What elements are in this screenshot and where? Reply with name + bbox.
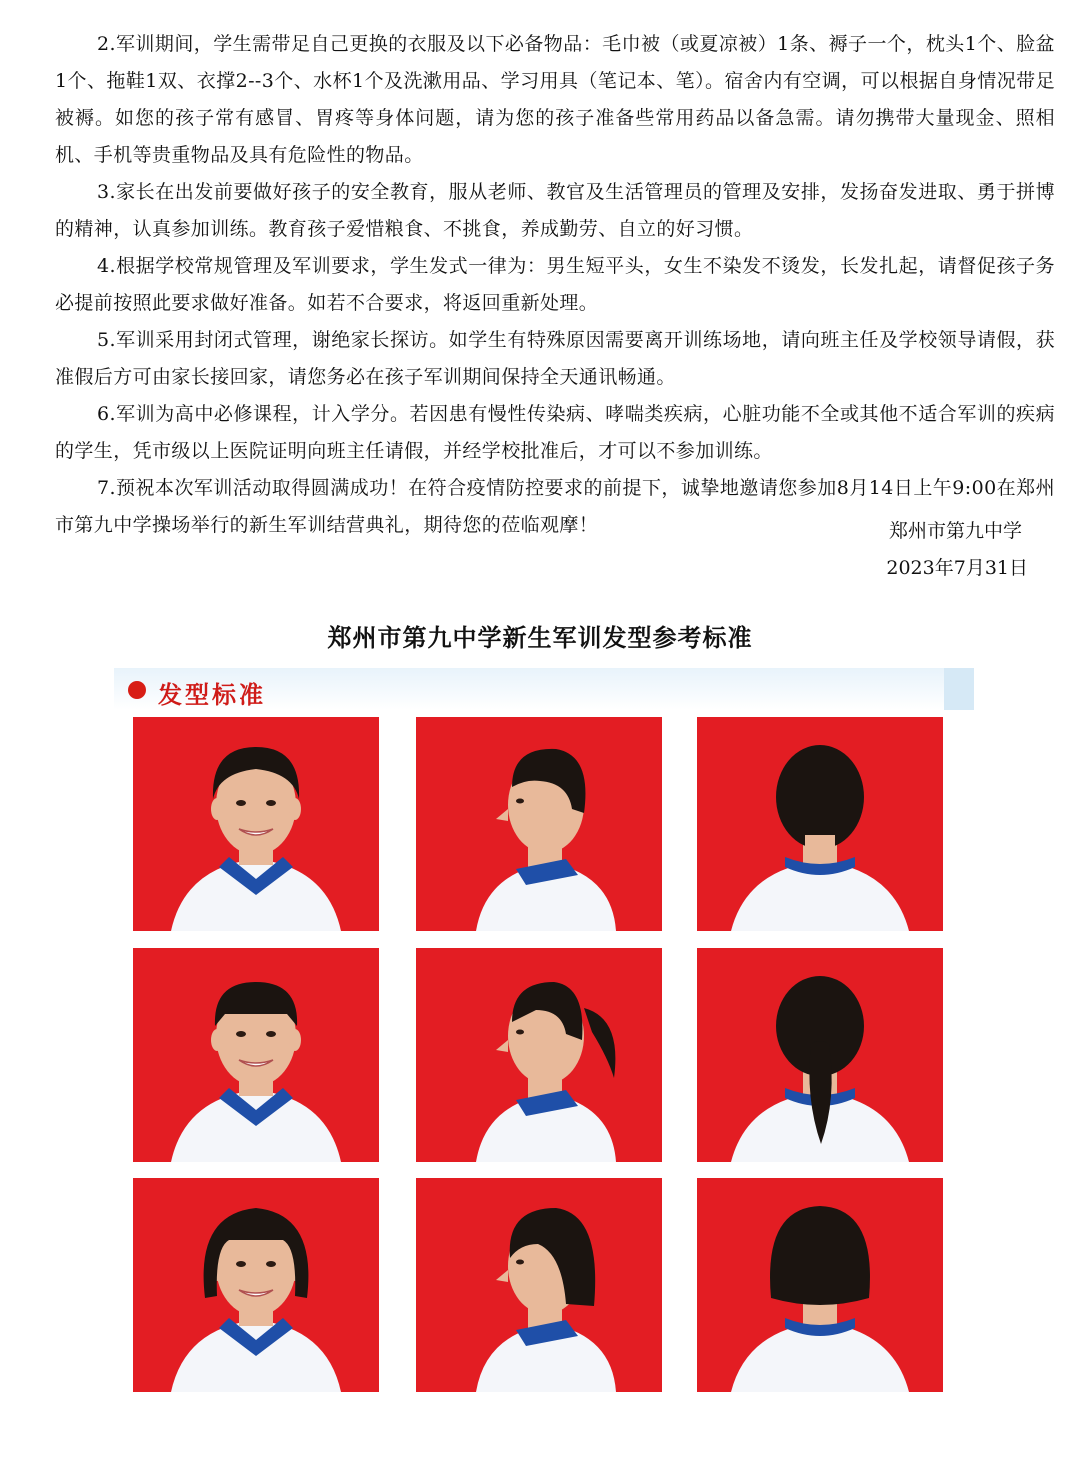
notice-body bbox=[55, 26, 1055, 544]
hairstyle-figure bbox=[114, 668, 974, 1413]
figure-header-strip bbox=[944, 668, 974, 710]
signature-school: 郑州市第九中学 bbox=[888, 520, 1022, 542]
figure-header-label: 发型标准 bbox=[158, 681, 266, 709]
notice-paragraph: 3.家长在出发前要做好孩子的安全教育，服从老师、教官及生活管理员的管理及安排，发扬奋发进取、勇于拼博的精神，认真参加训练。教育孩子爱惜粮食、不挑食，养成勤劳、自立的好习惯。 bbox=[55, 181, 1055, 240]
portrait-illustration bbox=[133, 717, 379, 931]
notice-paragraph: 7.预祝本次军训活动取得圆满成功！在符合疫情防控要求的前提下，诚挚地邀请您参加8月14日上午9:00在郑州市第九中学操场举行的新生军训结营典礼，期待您的莅临观摩！ bbox=[55, 477, 1055, 536]
bullet-dot-icon bbox=[128, 681, 146, 699]
section-title: 郑州市第九中学新生军训发型参考标准 bbox=[327, 624, 753, 652]
hairstyle-photo-ponytail-side bbox=[416, 948, 662, 1162]
notice-paragraph: 2.军训期间，学生需带足自己更换的衣服及以下必备物品：毛巾被（或夏凉被）1条、褥子一个，枕头1个、脸盆1个、拖鞋1双、衣撑2--3个、水杯1个及洗漱用品、学习用具（笔记本、笔）。宿舍内有空调，可以根据自身情况带足被褥。如您的孩子常有感冒、胃疼等身体问题，请为您的孩子准备些常用药品以备急需。请勿携带大量现金、照相机、手机等贵重物品及具有危险性的物品。 bbox=[55, 33, 1055, 166]
hairstyle-photo-short-flat-back bbox=[697, 717, 943, 931]
portrait-illustration bbox=[416, 717, 662, 931]
portrait-illustration bbox=[133, 948, 379, 1162]
hairstyle-photo-bob-front bbox=[133, 1178, 379, 1392]
hairstyle-photo-bob-back bbox=[697, 1178, 943, 1392]
hairstyle-photo-short-flat-front bbox=[133, 717, 379, 931]
signature-date: 2023年7月31日 bbox=[886, 557, 1028, 579]
portrait-illustration bbox=[416, 1178, 662, 1392]
portrait-illustration bbox=[416, 948, 662, 1162]
hairstyle-photo-ponytail-back bbox=[697, 948, 943, 1162]
portrait-illustration bbox=[697, 717, 943, 931]
notice-paragraph: 5.军训采用封闭式管理，谢绝家长探访。如学生有特殊原因需要离开训练场地，请向班主任及学校领导请假，获准假后方可由家长接回家，请您务必在孩子军训期间保持全天通讯畅通。 bbox=[55, 329, 1055, 388]
hairstyle-photo-ponytail-front bbox=[133, 948, 379, 1162]
hairstyle-photo-short-flat-side bbox=[416, 717, 662, 931]
hairstyle-photo-bob-side bbox=[416, 1178, 662, 1392]
notice-paragraph: 4.根据学校常规管理及军训要求，学生发式一律为：男生短平头，女生不染发不烫发，长发扎起，请督促孩子务必提前按照此要求做好准备。如若不合要求，将返回重新处理。 bbox=[55, 255, 1055, 314]
portrait-illustration bbox=[697, 1178, 943, 1392]
portrait-illustration bbox=[133, 1178, 379, 1392]
notice-paragraph: 6.军训为高中必修课程，计入学分。若因患有慢性传染病、哮喘类疾病，心脏功能不全或其他不适合军训的疾病的学生，凭市级以上医院证明向班主任请假，并经学校批准后，才可以不参加训练。 bbox=[55, 403, 1055, 462]
portrait-illustration bbox=[697, 948, 943, 1162]
